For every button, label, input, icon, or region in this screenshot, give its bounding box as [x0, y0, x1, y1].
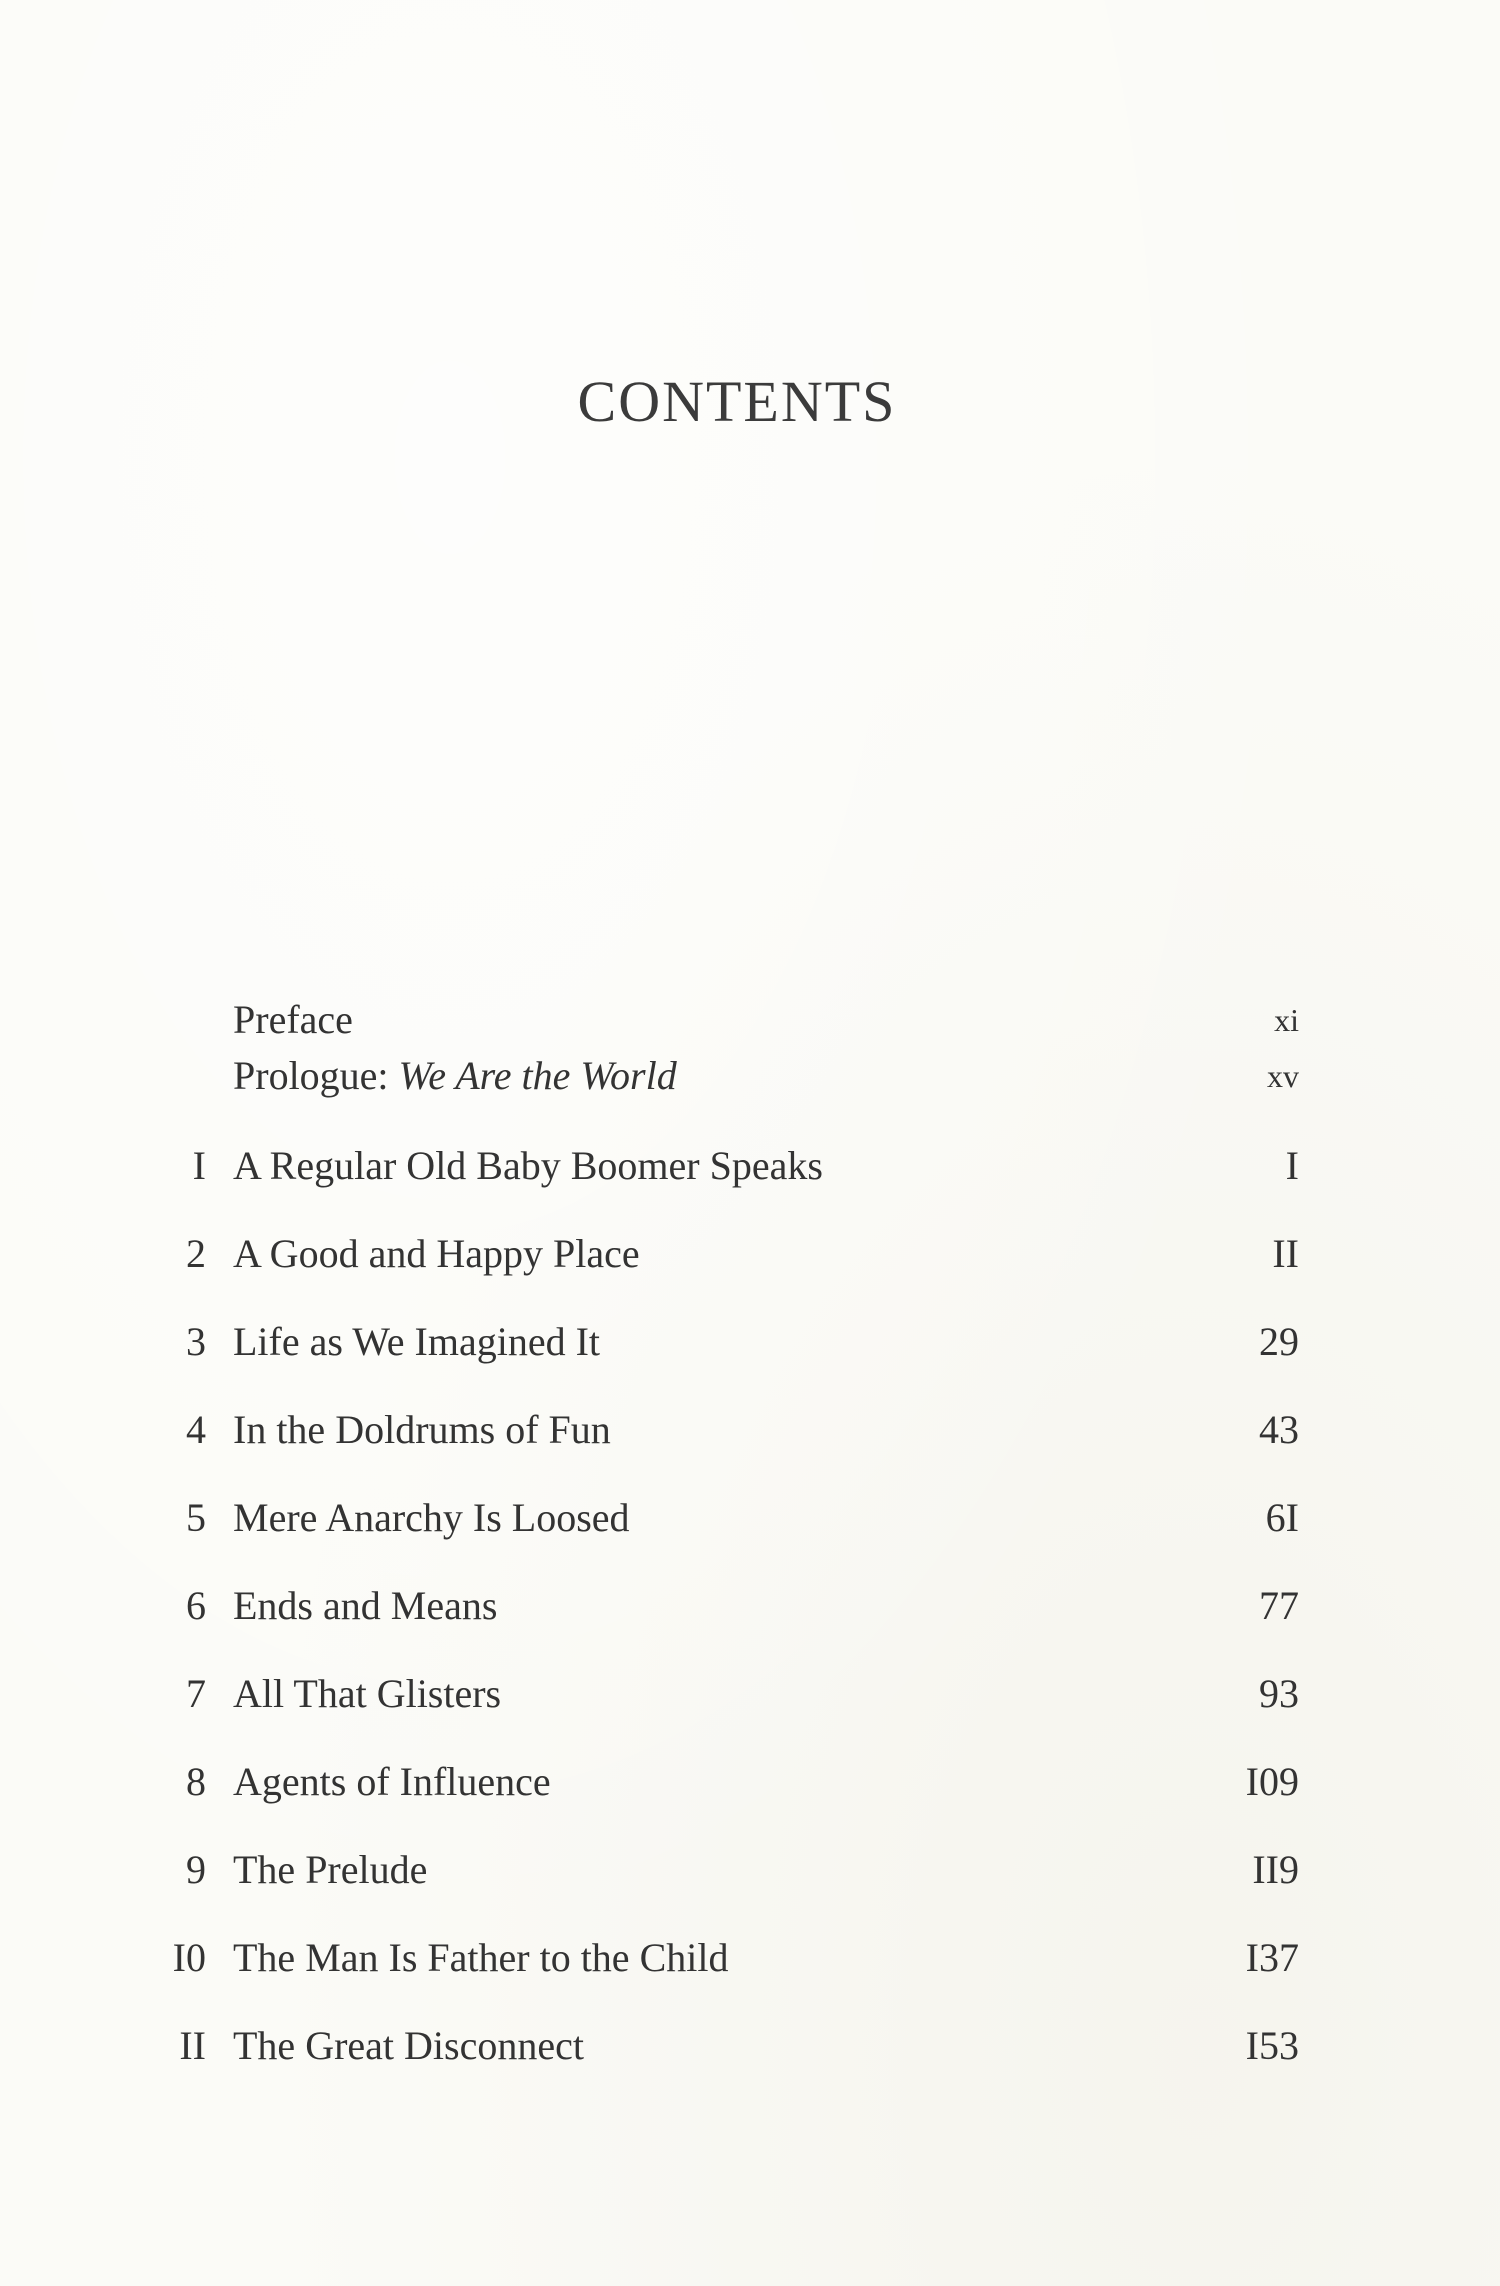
- chapter-number: I0: [172, 1935, 206, 1980]
- chapter-page: I: [1285, 1143, 1299, 1188]
- chapter-number: 7: [186, 1671, 206, 1716]
- toc-entry-chapter[interactable]: [0, 1400, 1500, 1460]
- chapter-title: Mere Anarchy Is Loosed: [233, 1495, 630, 1540]
- chapter-title: Agents of Influence: [233, 1759, 551, 1804]
- chapter-number: 3: [186, 1319, 206, 1364]
- toc-entry-chapter[interactable]: [0, 1664, 1500, 1724]
- chapter-number: 2: [186, 1231, 206, 1276]
- chapter-title: All That Glisters: [233, 1671, 502, 1716]
- chapter-number: 4: [186, 1407, 206, 1452]
- toc-entry-chapter[interactable]: [0, 1576, 1500, 1636]
- toc-entry-chapter[interactable]: [0, 2016, 1500, 2076]
- toc-entry-chapter[interactable]: [0, 1752, 1500, 1812]
- page-title: CONTENTS: [577, 369, 897, 434]
- chapter-title: The Prelude: [233, 1847, 428, 1892]
- chapter-number: 5: [186, 1495, 206, 1540]
- chapter-title: In the Doldrums of Fun: [233, 1407, 611, 1452]
- chapter-page: II9: [1252, 1847, 1299, 1892]
- chapter-title: The Man Is Father to the Child: [233, 1935, 729, 1980]
- toc-entry-page: xi: [1274, 1002, 1299, 1038]
- chapter-number: 6: [186, 1583, 206, 1628]
- chapter-page: I53: [1245, 2023, 1299, 2068]
- toc-entry-chapter[interactable]: [0, 1312, 1500, 1372]
- toc-entry-preface[interactable]: [0, 990, 1500, 1050]
- toc-entry-chapter[interactable]: [0, 1840, 1500, 1900]
- chapter-title: A Good and Happy Place: [233, 1231, 640, 1276]
- toc-entry-chapter[interactable]: [0, 1136, 1500, 1196]
- chapter-page: 6I: [1265, 1495, 1299, 1540]
- toc-entry-page: xv: [1267, 1058, 1299, 1094]
- chapter-page: 43: [1259, 1407, 1299, 1452]
- chapter-page: II: [1272, 1231, 1299, 1276]
- chapter-number: 8: [186, 1759, 206, 1804]
- chapter-number: II: [179, 2023, 206, 2068]
- chapter-title: A Regular Old Baby Boomer Speaks: [233, 1143, 823, 1188]
- chapter-page: I09: [1245, 1759, 1299, 1804]
- chapter-title: Ends and Means: [233, 1583, 498, 1628]
- chapter-title: The Great Disconnect: [233, 2023, 584, 2068]
- chapter-page: 93: [1259, 1671, 1299, 1716]
- toc-entry-title: Preface: [233, 997, 353, 1042]
- chapter-page: 77: [1259, 1583, 1299, 1628]
- chapter-number: I: [192, 1143, 206, 1188]
- toc-entry-title: Prologue: We Are the World: [233, 1053, 677, 1098]
- toc-entry-prologue[interactable]: [0, 1046, 1500, 1106]
- toc-entry-chapter[interactable]: [0, 1928, 1500, 1988]
- chapter-title: Life as We Imagined It: [233, 1319, 601, 1364]
- chapter-number: 9: [186, 1847, 206, 1892]
- toc-entry-chapter[interactable]: [0, 1224, 1500, 1284]
- chapter-page: 29: [1259, 1319, 1299, 1364]
- chapter-page: I37: [1245, 1935, 1299, 1980]
- toc-entry-chapter[interactable]: [0, 1488, 1500, 1548]
